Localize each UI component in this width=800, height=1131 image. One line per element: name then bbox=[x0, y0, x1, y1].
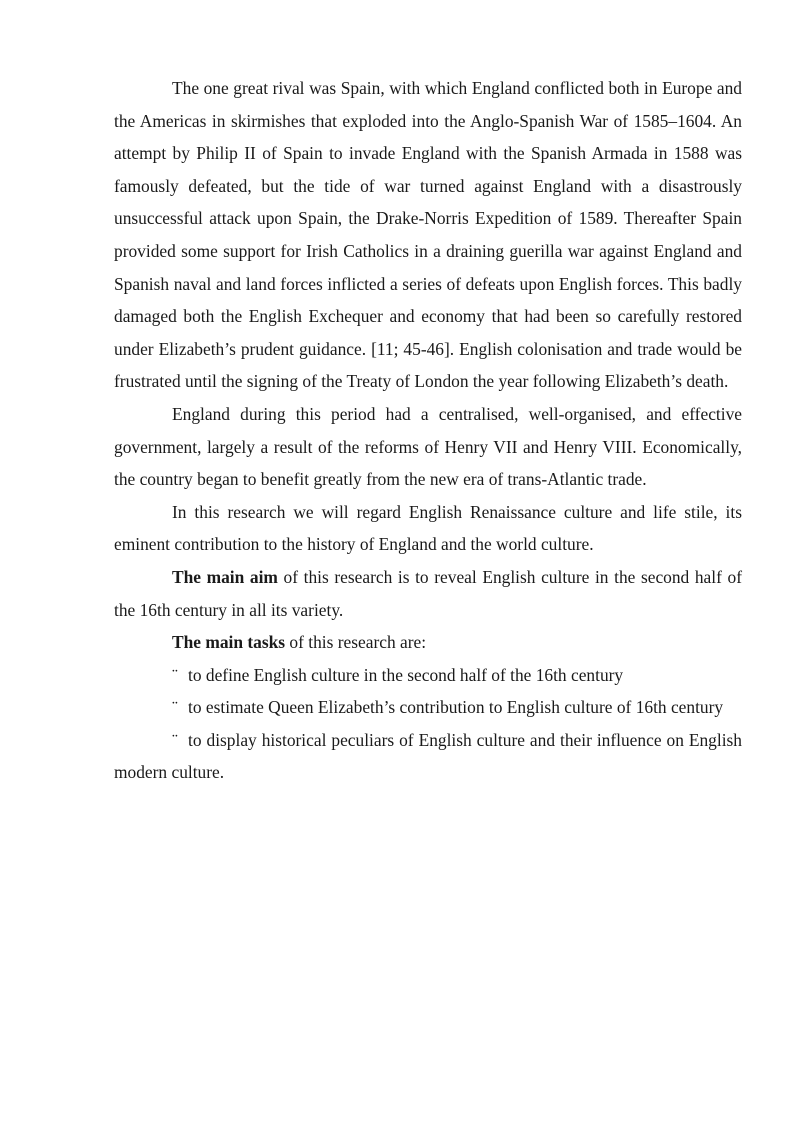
document-page bbox=[114, 72, 742, 789]
main-aim-label: The main aim bbox=[172, 566, 278, 587]
task-text: to estimate Queen Elizabeth’s contribution to English culture of 16th century bbox=[188, 697, 724, 718]
task-text: to display historical peculiars of English culture and their influence on English modern culture. bbox=[114, 729, 742, 783]
paragraph-anglo-spanish-war: The one great rival was Spain, with which England conflicted both in Europe and the Americas in skirmishes that exploded into the Anglo-Spanish War of 1585–1604. An attempt by Philip II of Spain to invade England with the Spanish Armada in 1588 was famously defeated, but the tide of war turned against England with a disastrously unsuccessful attack upon Spain, the Drake-Norris Expedition of 1589. Thereafter Spain provided some support for Irish Catholics in a draining guerilla war against England and Spanish naval and land forces inflicted a series of defeats upon English forces. This badly damaged both the English Exchequer and economy that had been so carefully restored under Elizabeth’s prudent guidance. [11; 45-46]. English colonisation and trade would be frustrated until the signing of the Treaty of London the year following Elizabeth’s death. bbox=[114, 78, 742, 392]
task-list-item bbox=[114, 691, 742, 724]
paragraph-main-aim bbox=[114, 561, 742, 626]
task-text: to define English culture in the second half of the 16th century bbox=[188, 664, 624, 685]
paragraph-government: England during this period had a centralised, well-organised, and effective government, largely a result of the reforms of Henry VII and Henry VIII. Economically, the country began to benefit greatly from the new era of trans-Atlantic trade. bbox=[114, 403, 742, 490]
bullet-marker: ¨ bbox=[172, 697, 178, 718]
paragraph-main-tasks bbox=[114, 626, 742, 659]
paragraph-research-scope: In this research we will regard English Renaissance culture and life stile, its eminent contribution to the history of England and the world culture. bbox=[114, 501, 742, 555]
bullet-marker: ¨ bbox=[172, 729, 178, 750]
main-aim-text: of this research is to reveal English culture in the second half of the 16th century in all its variety. bbox=[114, 566, 742, 620]
main-tasks-text: of this research are: bbox=[285, 632, 427, 653]
task-list-item bbox=[114, 724, 742, 789]
task-list-item bbox=[114, 659, 742, 692]
main-tasks-label: The main tasks bbox=[172, 632, 286, 653]
bullet-marker: ¨ bbox=[172, 664, 178, 685]
